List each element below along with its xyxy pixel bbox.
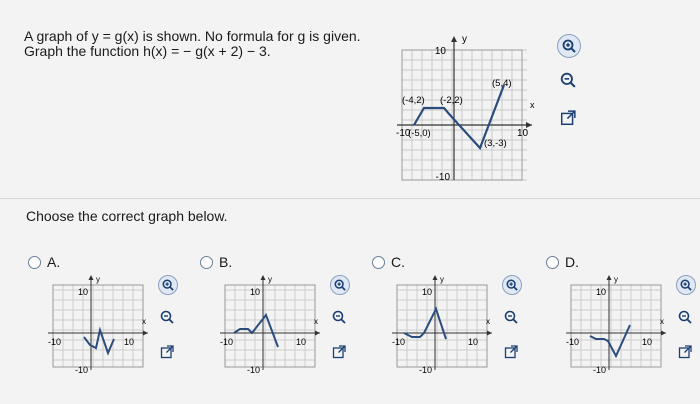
option-a-label: A. <box>47 254 61 270</box>
point-label-5: (3,-3) <box>484 138 507 149</box>
radio-d[interactable] <box>546 256 559 269</box>
c-popout-icon[interactable] <box>504 345 518 363</box>
d-x: x <box>660 317 664 326</box>
b-negx: -10 <box>220 337 234 347</box>
c-negx: -10 <box>392 337 406 347</box>
a-negx: -10 <box>48 337 62 347</box>
zoom-in-icon[interactable] <box>557 34 581 58</box>
b-ten: 10 <box>249 287 260 297</box>
option-b[interactable] <box>200 254 232 270</box>
radio-a[interactable] <box>28 256 41 269</box>
choose-prompt: Choose the correct graph below. <box>26 208 228 224</box>
a-zoom-in-icon[interactable] <box>158 275 178 295</box>
main-graph-x-tick: 10 <box>517 128 529 139</box>
point-label-1: (-4,2) <box>402 95 425 106</box>
c-zoom-out-icon[interactable] <box>504 310 518 328</box>
d-neg: -10 <box>592 365 606 375</box>
b-popout-icon[interactable] <box>332 345 346 363</box>
option-b-label: B. <box>219 254 233 270</box>
b-x: x <box>314 317 318 326</box>
main-graph-y-tick-neg: -10 <box>435 172 450 183</box>
main-graph-y-label: y <box>462 34 467 45</box>
d-ten: 10 <box>595 287 606 297</box>
d-popout-icon[interactable] <box>678 345 692 363</box>
a-zoom-out-icon[interactable] <box>160 310 174 328</box>
option-a[interactable] <box>28 254 60 270</box>
a-y: y <box>96 275 100 284</box>
c-zoom-in-icon[interactable] <box>502 275 522 295</box>
option-a-graph[interactable] <box>48 275 158 385</box>
b-y: y <box>268 275 272 284</box>
a-neg: -10 <box>74 365 88 375</box>
b-neg: -10 <box>246 365 260 375</box>
d-negx: -10 <box>566 337 580 347</box>
b-zoom-in-icon[interactable] <box>330 275 350 295</box>
c-tenx: 10 <box>468 337 479 347</box>
question-line-2: Graph the function h(x) = − g(x + 2) − 3. <box>24 43 271 59</box>
option-d[interactable] <box>546 254 579 270</box>
main-graph <box>392 30 552 190</box>
point-label-4: (-5,0) <box>408 128 431 139</box>
option-c[interactable] <box>372 254 405 270</box>
main-graph-x-tick-neg: -10 <box>396 128 411 139</box>
b-zoom-out-icon[interactable] <box>332 310 346 328</box>
d-zoom-in-icon[interactable] <box>676 275 696 295</box>
c-y: y <box>440 275 444 284</box>
point-label-2: (-2,2) <box>440 95 463 106</box>
point-label-3: (5,4) <box>492 78 512 89</box>
zoom-out-icon[interactable] <box>560 72 576 92</box>
a-ten: 10 <box>77 287 88 297</box>
radio-b[interactable] <box>200 256 213 269</box>
b-tenx: 10 <box>296 337 307 347</box>
a-tenx: 10 <box>124 337 135 347</box>
a-popout-icon[interactable] <box>160 345 174 363</box>
option-c-graph[interactable] <box>392 275 502 385</box>
section-divider <box>0 198 700 199</box>
a-x: x <box>142 317 146 326</box>
d-tenx: 10 <box>642 337 653 347</box>
option-d-graph[interactable] <box>566 275 676 385</box>
option-d-label: D. <box>565 254 579 270</box>
question-line-1: A graph of y = g(x) is shown. No formula for g is given. <box>24 28 361 44</box>
main-graph-x-label: x <box>530 100 535 110</box>
popout-icon[interactable] <box>560 110 576 130</box>
option-c-label: C. <box>391 254 405 270</box>
option-b-graph[interactable] <box>220 275 330 385</box>
c-x: x <box>486 317 490 326</box>
radio-c[interactable] <box>372 256 385 269</box>
c-neg: -10 <box>418 365 432 375</box>
c-ten: 10 <box>421 287 432 297</box>
main-graph-y-tick: 10 <box>434 46 446 57</box>
d-y: y <box>614 275 618 284</box>
question-text <box>24 29 361 59</box>
d-zoom-out-icon[interactable] <box>678 310 692 328</box>
